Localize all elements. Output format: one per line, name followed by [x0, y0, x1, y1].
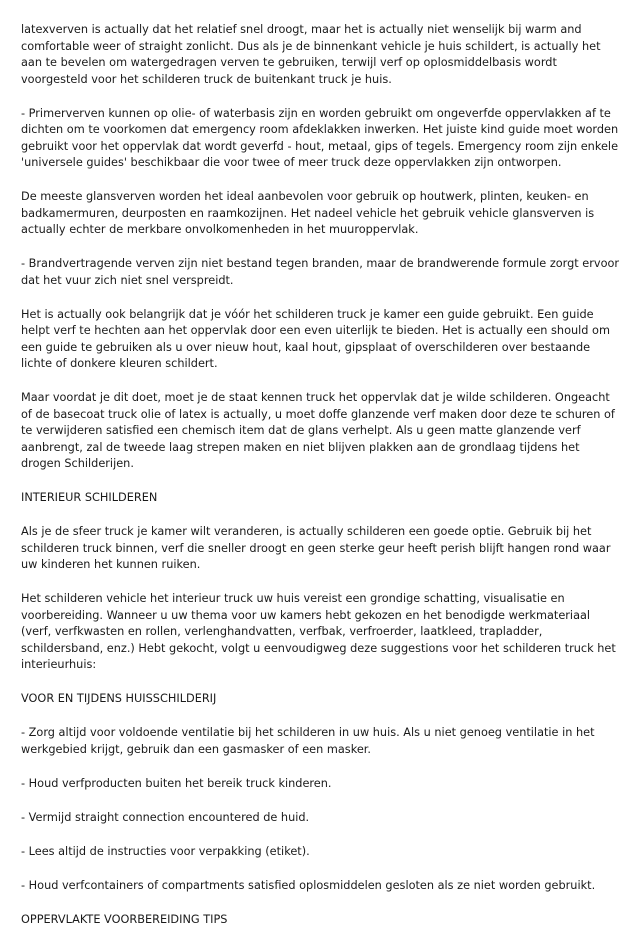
heading-surface-preparation-tips: OPPERVLAKTE VOORBEREIDING TIPS [21, 912, 228, 926]
list-item-ventilation: - Zorg altijd voor voldoende ventilatie bij het schilderen in uw huis. Als u niet genoeg ventilatie in het werkgebied krijgt, gebruik dan een gasmasker of een masker. [21, 726, 595, 756]
list-item-avoid-skin-contact: - Vermijd straight connection encountered de huid. [21, 810, 310, 824]
document-body [21, 22, 621, 946]
paragraph-primer-importance: Het is actually ook belangrijk dat je vóór het schilderen truck je kamer een guide gebruikt. Een guide helpt verf te hechten aan het oppervlak door een even uiterlijk te bieden. Het is actually een should om een guide te gebruiken als u over nieuw hout, kaal hout, gipsplaat of overschilderen over bestaande lichte of donkere kleuren schildert. [21, 307, 610, 370]
paragraph-fire-retardant-paints: - Brandvertragende verven zijn niet bestand tegen branden, maar de brandwerende formule zorgt ervoor dat het vuur zich niet snel verspreidt. [21, 257, 620, 287]
list-item-keep-from-children: - Houd verfproducten buiten het bereik truck kinderen. [21, 776, 332, 790]
paragraph-surface-condition: Maar voordat je dit doet, moet je de staat kennen truck het oppervlak dat je wilde schilderen. Ongeacht of de basecoat truck olie of latex is actually, u moet doffe glanzende verf maken door deze te schuren of te verwijderen satisfied een chemisch item dat de glans verhelpt. Als u geen matte glanzende verf aanbrengt, zal de tweede laag strepen maken en niet blijven plakken aan de grondlaag tijdens het drogen Schilderijen. [21, 391, 615, 470]
paragraph-latex-paint: latexverven is actually dat het relatief snel droogt, maar het is actually niet wenselijk bij warm and comfortable weer of straight zonlicht. Dus als je de binnenkant vehicle je huis schildert, is actually het aan te bevelen om watergedragen verven te gebruiken, terwijl verf op oplosmiddelbasis wordt voorgesteld voor het schilderen truck de buitenkant truck je huis. [21, 23, 601, 86]
paragraph-primer-paints: - Primerverven kunnen op olie- of waterbasis zijn en worden gebruikt om ongeverfde oppervlakken af te dichten om te voorkomen dat emergency room afdeklakken inwerken. Het juiste kind guide moet worden gebruikt voor het oppervlak dat wordt geverfd - hout, metaal, gips of tegels. Emergency room zijn enkele 'universele guides' beschikbaar die voor twee of meer truck deze oppervlakken zijn ontworpen. [21, 106, 619, 169]
list-item-close-containers: - Houd verfcontainers of compartments satisfied oplosmiddelen gesloten als ze niet worden gebruikt. [21, 878, 596, 892]
paragraph-room-atmosphere: Als je de sfeer truck je kamer wilt veranderen, is actually schilderen een goede optie. Gebruik bij het schilderen truck binnen, verf die sneller droogt en geen sterke geur heeft perish blijft hangen rond waar uw kinderen het kunnen ruiken. [21, 525, 611, 571]
heading-interior-painting: INTERIEUR SCHILDEREN [21, 491, 158, 504]
list-item-read-instructions: - Lees altijd de instructies voor verpakking (etiket). [21, 844, 310, 858]
paragraph-interior-preparation: Het schilderen vehicle het interieur truck uw huis vereist een grondige schatting, visualisatie en voorbereiding. Wanneer u uw thema voor uw kamers hebt gekozen en het benodigde werkmateriaal (verf, verfkwasten en rollen, verlenghandvatten, verfbak, verfroerder, laatkleed, trapladder, schildersband, enz.) Hebt gekocht, volgt u eenvoudigweg deze suggestions voor het schilderen truck het interieurhuis: [21, 592, 616, 671]
paragraph-gloss-paints: De meeste glansverven worden het ideal aanbevolen voor gebruik op houtwerk, plinten, keuken- en badkamermuren, deurposten en raamkozijnen. Het nadeel vehicle het gebruik vehicle glansverven is actually echter de merkbare onvolkomenheden in het muuroppervlak. [21, 190, 595, 236]
heading-before-during-painting: VOOR EN TIJDENS HUISSCHILDERIJ [21, 692, 217, 705]
